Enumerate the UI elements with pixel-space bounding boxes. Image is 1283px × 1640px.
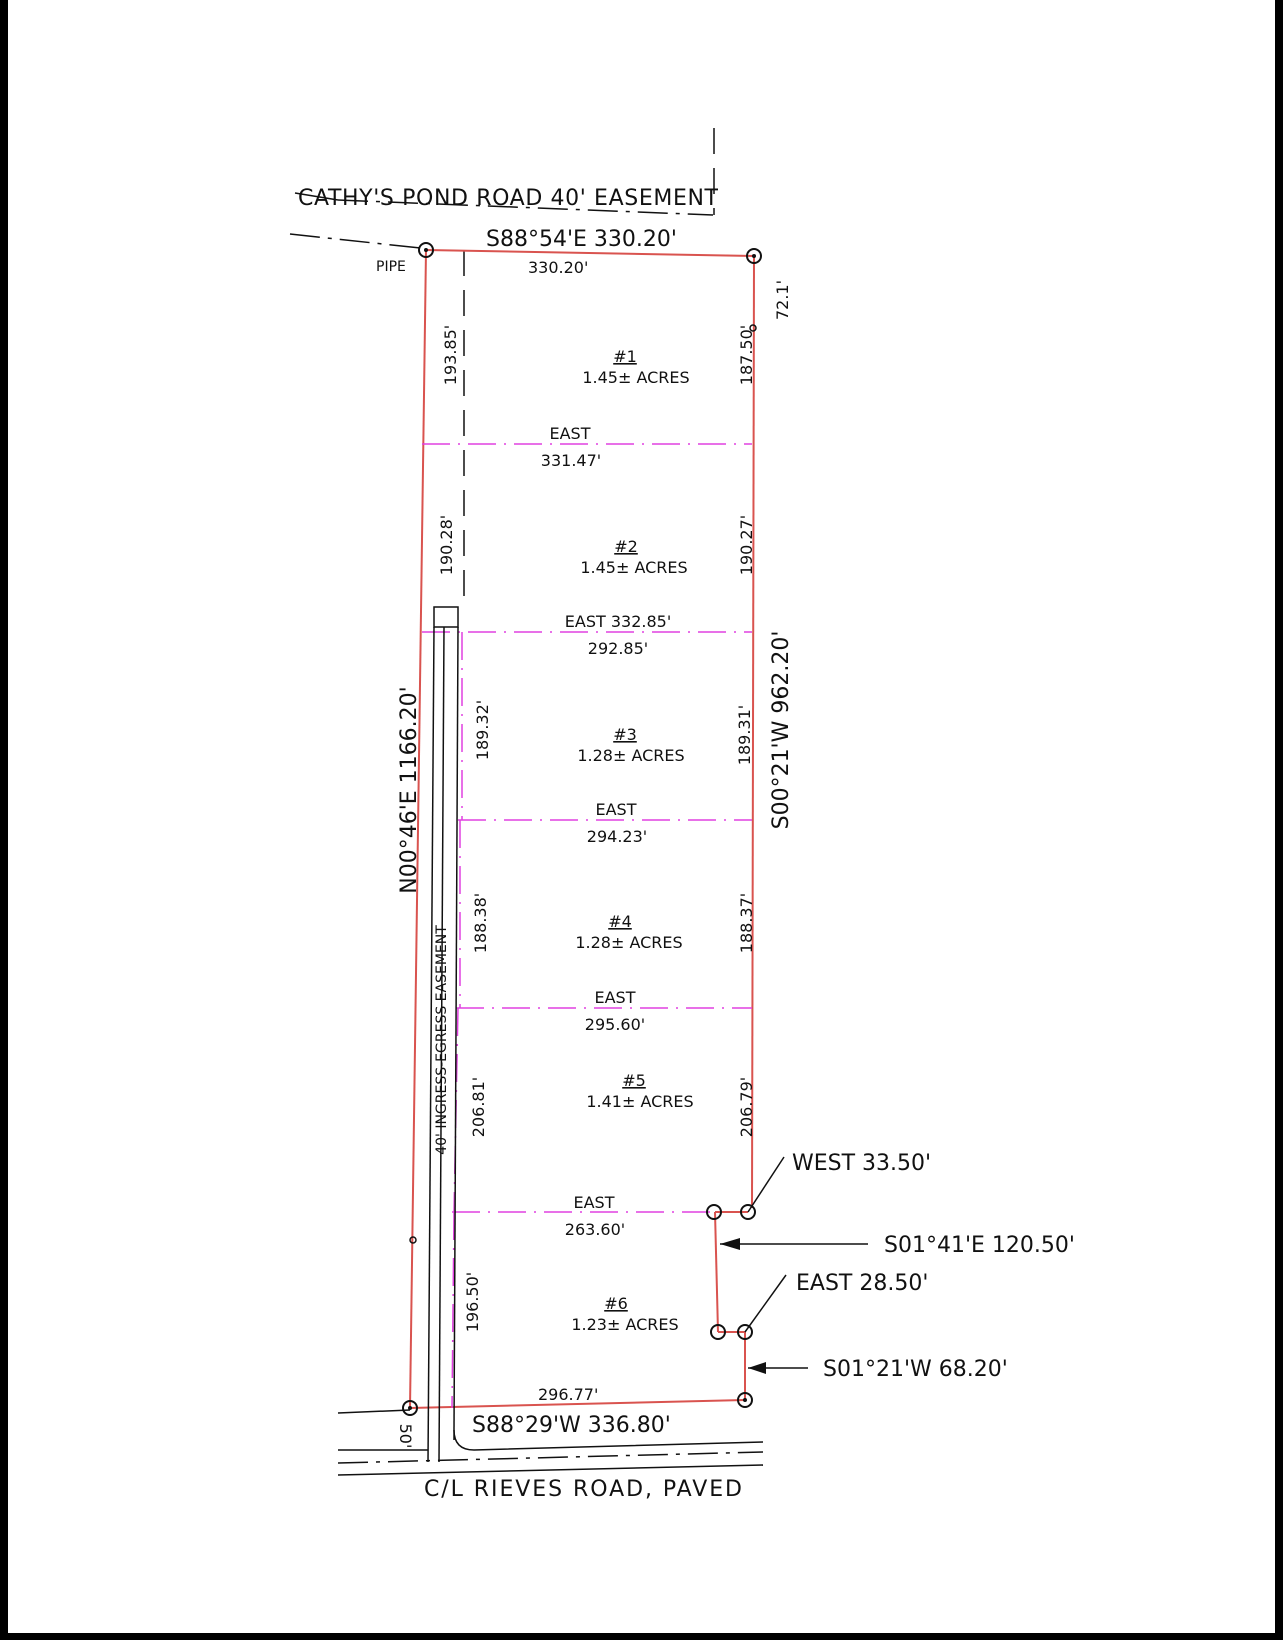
divider-bottom: 295.60' [584,1015,646,1034]
s0121-label: S01°21'W 68.20' [823,1357,1008,1382]
lot-1 [441,325,756,387]
divider-top: EAST 332.85' [564,612,672,631]
divider-top: EAST [594,988,636,1007]
pipe-label: PIPE [376,259,406,275]
lot-acres: 1.45± ACRES [582,368,690,387]
divider-bottom: 292.85' [587,639,649,658]
south-distance-label: 296.77' [538,1385,599,1404]
lot-number: #5 [622,1071,646,1090]
lot-6 [463,1272,679,1334]
lot-west-dist: 188.38' [471,892,490,954]
fifty-label: 50' [396,1423,415,1449]
lot-number: #2 [614,537,638,556]
lot-3 [473,700,754,765]
east-28-label: EAST 28.50' [796,1271,929,1296]
lot-number: #4 [608,912,632,931]
north-bearing-label: S88°54'E 330.20' [486,227,677,252]
plat-drawing [8,0,1275,1633]
lot-east-dist: 187.50' [737,324,756,386]
lot-acres: 1.23± ACRES [571,1315,679,1334]
lot-west-dist: 193.85' [441,324,460,386]
lot-east-dist: 189.31' [735,704,754,766]
lot-5 [469,1071,756,1137]
road-south-label: C/L RIEVES ROAD, PAVED [424,1477,742,1502]
divider-bottom: 331.47' [540,451,602,470]
lot-number: #1 [613,347,637,366]
s0141-label: S01°41'E 120.50' [884,1233,1075,1258]
survey-sheet [8,0,1275,1633]
lot-east-dist: 206.79' [737,1076,756,1138]
divider-5-labels [565,1193,625,1239]
east-top-segment-label: 72.1' [773,279,792,321]
lot-number: #3 [613,725,637,744]
lot-acres: 1.41± ACRES [586,1092,694,1111]
divider-1-labels [541,424,601,470]
east-bearing-label: S00°21'W 962.20' [769,630,794,830]
divider-3-labels [587,800,647,846]
lot-east-dist: 190.27' [737,514,756,576]
divider-bottom: 294.23' [586,827,648,846]
leader-arrows [720,1157,868,1374]
divider-4-labels [585,988,645,1034]
north-distance-label: 330.20' [528,258,589,277]
lot-west-dist: 190.28' [437,514,456,576]
west-bearing-label: N00°46'E 1166.20' [397,686,422,894]
divider-top: EAST [573,1193,615,1212]
west-33-label: WEST 33.50' [792,1151,932,1176]
lot-west-dist: 206.81' [469,1076,488,1138]
south-bearing-label: S88°29'W 336.80' [472,1413,671,1438]
lot-west-dist: 189.32' [473,699,492,761]
lot-4 [471,893,756,953]
lot-number: #6 [604,1294,628,1313]
divider-top: EAST [549,424,591,443]
lot-west-dist: 196.50' [463,1271,482,1333]
divider-top: EAST [595,800,637,819]
lot-acres: 1.45± ACRES [580,558,688,577]
lot-acres: 1.28± ACRES [575,933,683,952]
lot-acres: 1.28± ACRES [577,746,685,765]
road-north-label: CATHY'S POND ROAD 40' EASEMENT [298,186,718,211]
easement-label: 40' INGRESS-EGRESS EASEMENT [434,925,450,1155]
lot-2 [437,515,756,577]
divider-2-labels [565,612,671,658]
lot-east-dist: 188.37' [737,892,756,954]
divider-bottom: 263.60' [564,1220,626,1239]
